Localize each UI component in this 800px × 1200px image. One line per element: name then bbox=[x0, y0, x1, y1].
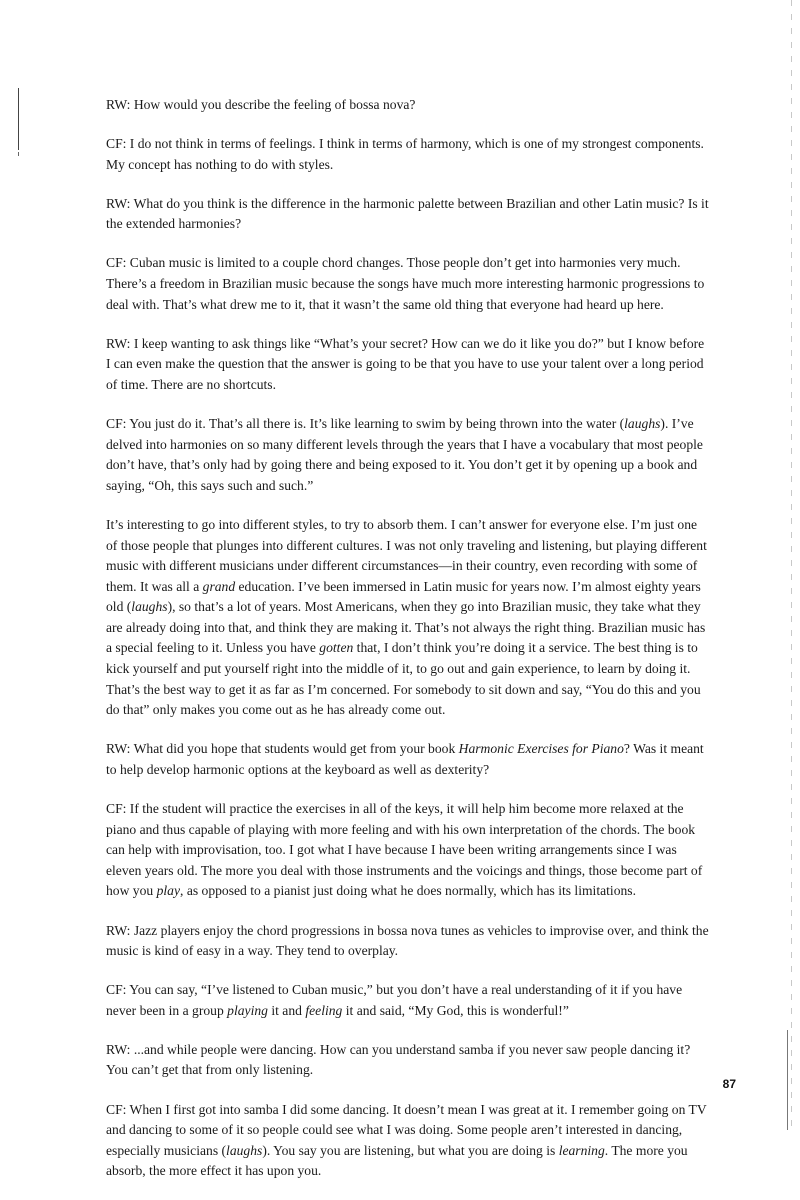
paragraph-cf-just-do-it bbox=[106, 414, 710, 496]
text-run: CF: You just do it. That’s all there is. It’s like learning to swim by being thrown into the water ( bbox=[106, 416, 625, 432]
italic-text-run: laughs bbox=[624, 416, 661, 432]
text-run: ? Was it meant to help develop harmonic options at the keyboard as well as dexterity? bbox=[106, 741, 704, 777]
text-run: . The more you absorb, the more effect it has upon you. bbox=[106, 1142, 688, 1179]
text-run: CF: If the student will practice the exercises in all of the keys, it will help him become more relaxed at the piano and thus capable of playing with more feeling and with his own interpretation of the chords. The book can help with improvisation, too. I got what I have because I have been writing arrangements since I was eleven years old. The more you deal with those instruments and the voicings and things, those become part of how you bbox=[106, 801, 703, 899]
text-run: RW: ...and while people were dancing. How can you understand samba if you never saw people dancing it? You can’t get that from only listening. bbox=[106, 1041, 691, 1078]
text-run: It’s interesting to go into different styles, to try to absorb them. I can’t answer for everyone else. I’m just one of those people that plunges into different cultures. I was not only traveling and listening, but playing different music with different musicians under different circumstances—in their country, even recording with some of them. It was all a bbox=[106, 516, 707, 594]
text-run: RW: How would you describe the feeling of bossa nova? bbox=[106, 97, 416, 112]
text-run: RW: I keep wanting to ask things like “What’s your secret? How can we do it like you do?” but I know before I can even make the question that the answer is going to be that you have to use your talent over a long period of time. There are no shortcuts. bbox=[106, 335, 705, 392]
paragraph-rw-harmonic-palette bbox=[106, 194, 710, 235]
text-run: education. I’ve been immersed in Latin music for years now. I’m almost eighty years old ( bbox=[106, 578, 701, 615]
text-run: it and bbox=[267, 1002, 306, 1018]
italic-text-run: feeling bbox=[305, 1002, 343, 1018]
paragraph-cf-cuban-music bbox=[106, 253, 710, 315]
text-run: , as opposed to a pianist just doing what he does normally, which has its limitations. bbox=[180, 883, 636, 899]
text-run: RW: What do you think is the difference in the harmonic palette between Brazilian and other Latin music? Is it the extended harmonies? bbox=[106, 195, 709, 232]
paragraph-cf-exercises bbox=[106, 799, 710, 902]
text-run: RW: Jazz players enjoy the chord progressions in bossa nova tunes as vehicles to improvise over, and think the music is kind of easy in a way. They tend to overplay. bbox=[106, 922, 709, 959]
text-run: CF: I do not think in terms of feelings. I think in terms of harmony, which is one of my strongest components. My concept has nothing to do with styles. bbox=[106, 136, 704, 172]
text-run: ). I’ve delved into harmonies on so many different levels through the years that I have a vocabulary that most people don’t have, that’s only had by going there and being exposed to it. You don’t get it by opening up a book and saying, “Oh, this says such and such.” bbox=[106, 416, 703, 493]
paragraph-cf-different-styles bbox=[106, 515, 710, 721]
paragraph-rw-book-question bbox=[106, 739, 710, 780]
paragraph-rw-bossa-feeling bbox=[106, 95, 710, 116]
paragraph-cf-samba-dancing bbox=[106, 1100, 710, 1182]
scan-margin-mark-small bbox=[18, 152, 19, 156]
italic-text-run: learning bbox=[558, 1142, 605, 1158]
text-run: CF: When I first got into samba I did some dancing. It doesn’t mean I was great at it. I remember going on TV and dancing to some of it so people could see what I was doing. Some people aren’t interested in dancing, especially musicians ( bbox=[106, 1101, 707, 1158]
italic-text-run: grand bbox=[202, 578, 236, 594]
paragraph-cf-cuban-understanding bbox=[106, 980, 710, 1021]
text-run: it and said, “My God, this is wonderful!” bbox=[342, 1002, 569, 1018]
text-run: ). You say you are listening, but what you are doing is bbox=[262, 1142, 559, 1158]
text-run: ), so that’s a lot of years. Most Americans, when they go into Brazilian music, they take what they are already doing into that, and think they are making it. That’s not always the right thing. Brazilian music has a special feeling to it. Unless you have bbox=[106, 599, 706, 656]
paragraph-cf-harmony bbox=[106, 134, 710, 175]
paragraph-rw-secret bbox=[106, 334, 710, 396]
paragraph-rw-dancing bbox=[106, 1040, 710, 1081]
italic-text-run: laughs bbox=[131, 599, 168, 615]
scan-page-edge-lower bbox=[787, 1030, 788, 1130]
text-run: RW: What did you hope that students would get from your book bbox=[106, 741, 459, 757]
italic-text-run: laughs bbox=[226, 1142, 263, 1158]
italic-text-run: playing bbox=[227, 1002, 268, 1018]
page-number: 87 bbox=[722, 1077, 736, 1091]
italic-text-run: gotten bbox=[319, 640, 354, 656]
text-run: CF: Cuban music is limited to a couple chord changes. Those people don’t get into harmonies very much. There’s a freedom in Brazilian music because the songs have much more interesting harmonic progressions to deal with. That’s what drew me to it, that it wasn’t the same old thing that everyone had heard up here. bbox=[106, 255, 705, 312]
text-run: that, I don’t think you’re doing it a service. The best thing is to kick yourself and put yourself right into the middle of it, to go out and gain experience, to learn by doing it. That’s the best way to get it as far as I’m concerned. For somebody to sit down and say, “You do this and you do that” only makes you come out as he has already come out. bbox=[106, 640, 701, 718]
interview-text bbox=[106, 95, 710, 1200]
italic-text-run: play bbox=[156, 883, 181, 899]
scan-margin-mark bbox=[18, 88, 19, 150]
italic-text-run: Harmonic Exercises for Piano bbox=[458, 741, 624, 757]
text-run: CF: You can say, “I’ve listened to Cuban music,” but you don’t have a real understanding of it if you have never been in a group bbox=[106, 982, 683, 1018]
paragraph-rw-jazz-players bbox=[106, 921, 710, 962]
scan-page-edge bbox=[791, 0, 792, 1130]
